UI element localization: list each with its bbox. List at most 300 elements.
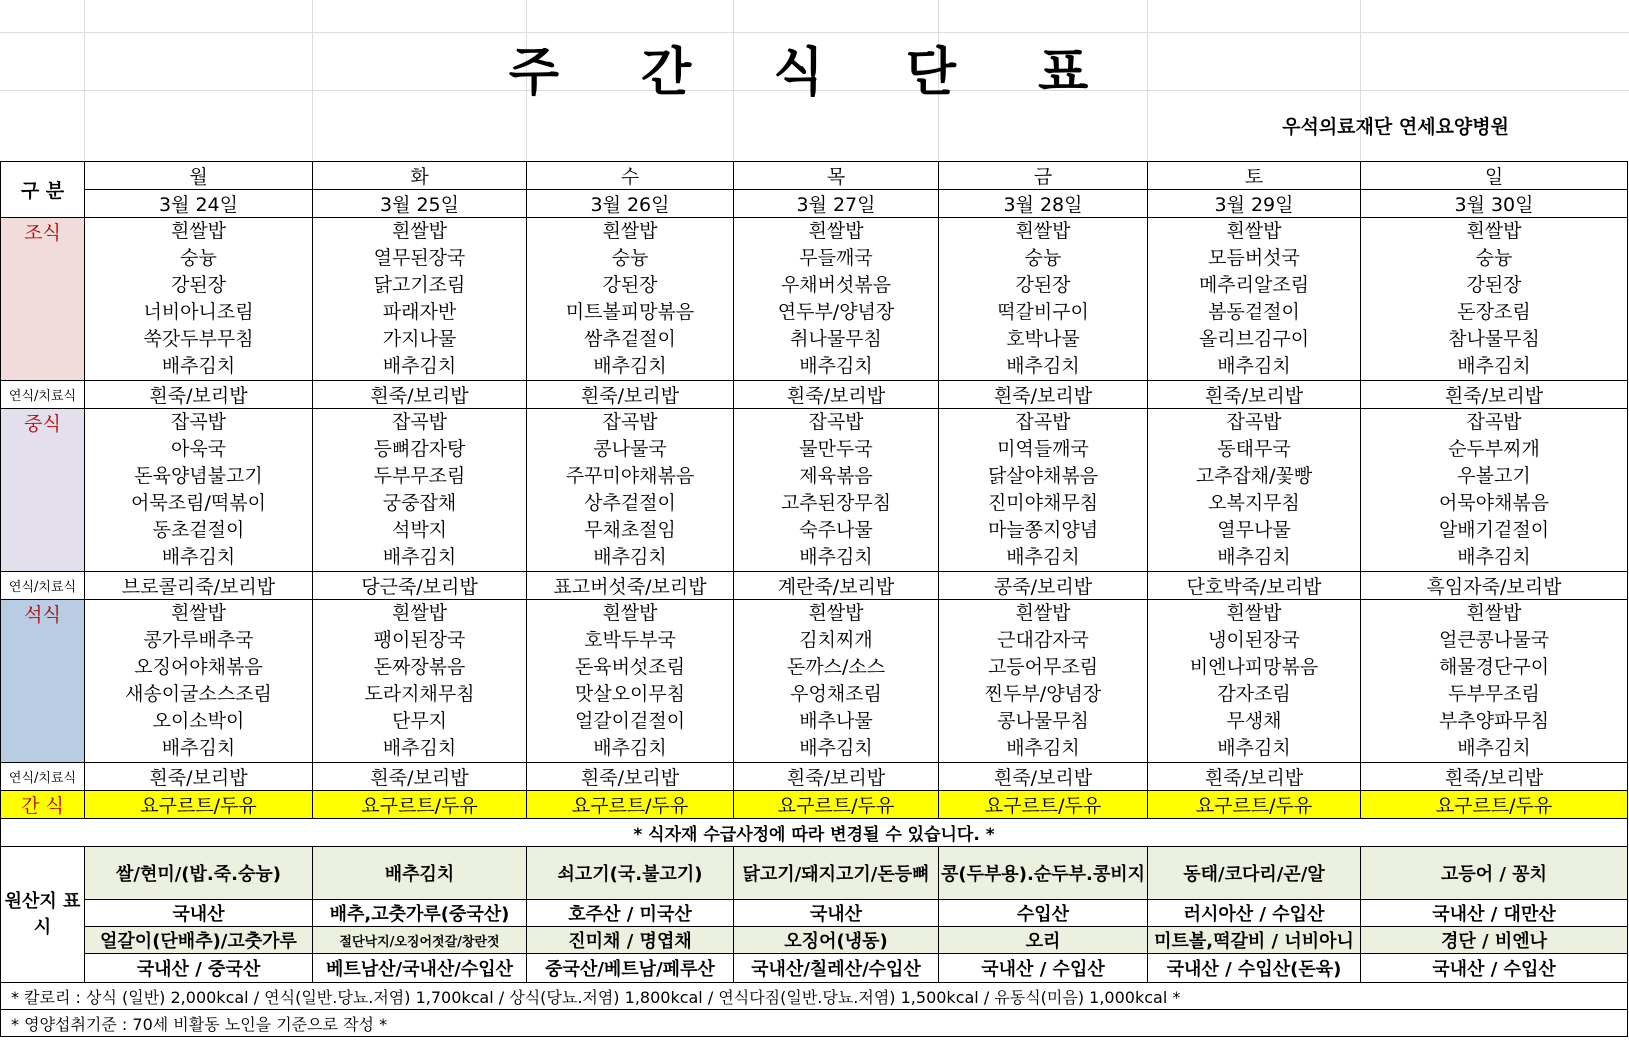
footnote-text: * 영양섭취기준 : 70세 비활동 노인을 기준으로 작성 *	[11, 1014, 388, 1034]
menu-item: 돈짜장볶음	[373, 656, 466, 678]
soft-diet-text: 흰죽/보리밥	[993, 385, 1093, 407]
date-header	[85, 190, 313, 218]
date-label: 3월 25일	[379, 194, 459, 216]
origin-item-text: 진미채 / 명엽채	[568, 931, 692, 952]
soft-diet-cell	[85, 381, 313, 409]
origin-country-text: 배추,고춧가루(중국산)	[329, 904, 510, 925]
soft-diet-text: 흰죽/보리밥	[580, 767, 680, 789]
soft-diet-label-text: 연식/치료식	[8, 580, 77, 595]
soft-diet-cell	[527, 763, 734, 791]
menu-item: 우채버섯볶음	[780, 274, 892, 296]
lunch-menu-cell	[734, 409, 939, 572]
day-header	[1361, 162, 1628, 190]
day-label: 수	[620, 166, 640, 188]
soft-diet-text: 흰죽/보리밥	[1444, 385, 1544, 407]
day-header	[939, 162, 1148, 190]
menu-item: 배추김치	[382, 355, 457, 377]
menu-item: 흰쌀밥	[170, 602, 227, 624]
soft-diet-text: 당근죽/보리밥	[361, 576, 478, 598]
menu-item: 흰쌀밥	[602, 602, 658, 624]
menu-item: 오이소박이	[152, 710, 245, 732]
menu-item: 고추된장무침	[780, 492, 892, 514]
breakfast-menu-cell	[1361, 218, 1628, 381]
date-label: 3월 29일	[1214, 194, 1294, 216]
soft-diet-text: 계란죽/보리밥	[777, 576, 895, 598]
origin-item	[1148, 847, 1361, 900]
menu-item: 봄동겉절이	[1208, 301, 1300, 323]
origin-country	[313, 900, 527, 927]
menu-item: 미역들깨국	[997, 438, 1089, 460]
origin-item-text: 쇠고기(국.불고기)	[557, 864, 703, 885]
menu-item: 쑥갓두부무침	[143, 328, 254, 350]
soft-diet-cell	[313, 572, 527, 600]
date-header	[734, 190, 939, 218]
menu-item: 근대감자국	[997, 629, 1089, 651]
origin-label	[1, 847, 85, 983]
soft-diet-label-text: 연식/치료식	[8, 771, 77, 786]
menu-item: 흰쌀밥	[1015, 220, 1071, 242]
menu-item: 오징어야채볶음	[134, 656, 263, 678]
hospital-name: 우석의료재단 연세요양병원	[1282, 116, 1509, 138]
menu-item: 냉이된장국	[1208, 629, 1300, 651]
menu-item: 어묵야채볶음	[1438, 492, 1550, 514]
menu-item: 떡갈비구이	[997, 301, 1089, 323]
menu-item: 비엔나피망볶음	[1189, 656, 1319, 678]
origin-item-text: 쌀/현미/(밥.죽.숭늉)	[116, 864, 281, 885]
menu-item: 배추김치	[1457, 737, 1531, 759]
origin-item-text: 고등어 / 꽁치	[1440, 864, 1548, 885]
menu-item: 참나물무침	[1448, 328, 1540, 350]
menu-item: 감자조림	[1217, 683, 1291, 705]
origin-country-text: 국내산	[809, 904, 863, 925]
dinner-menu-cell	[313, 600, 527, 763]
origin-item	[1148, 927, 1361, 954]
menu-item: 닭살야채볶음	[987, 465, 1099, 487]
menu-item: 취나물무침	[790, 328, 882, 350]
menu-item: 마늘쫑지양념	[987, 519, 1099, 541]
day-label: 월	[189, 166, 208, 188]
snack-text: 요구르트/두유	[777, 795, 895, 817]
menu-item: 해물경단구이	[1438, 656, 1550, 678]
date-label: 3월 27일	[796, 194, 876, 216]
date-label: 3월 24일	[158, 194, 238, 216]
day-label: 일	[1484, 166, 1504, 188]
menu-item: 열무된장국	[373, 247, 466, 269]
menu-item: 두부무조림	[1448, 683, 1540, 705]
menu-item: 잡곡밥	[170, 411, 227, 433]
menu-item: 돈까스/소스	[786, 656, 886, 678]
soft-diet-cell	[527, 381, 734, 409]
soft-diet-text: 흰죽/보리밥	[580, 385, 680, 407]
snack-text: 요구르트/두유	[1195, 795, 1313, 817]
breakfast-menu-cell	[313, 218, 527, 381]
menu-item: 아욱국	[170, 438, 227, 460]
origin-country-text: 수입산	[1016, 904, 1070, 925]
date-header	[939, 190, 1148, 218]
date-header	[1361, 190, 1628, 218]
origin-country-text: 국내산 / 중국산	[136, 959, 261, 980]
soft-diet-cell	[734, 572, 939, 600]
menu-item: 배추김치	[799, 355, 873, 377]
soft-diet-cell	[1148, 763, 1361, 791]
soft-diet-cell	[313, 763, 527, 791]
menu-item: 배추김치	[1217, 546, 1291, 568]
notice	[1, 819, 1628, 847]
menu-item: 배추김치	[1006, 355, 1080, 377]
origin-item-text: 절단낙지/오징어젓갈/창란젓	[339, 934, 500, 950]
soft-diet-cell	[1361, 572, 1628, 600]
origin-item	[1361, 927, 1628, 954]
menu-item: 흰쌀밥	[391, 602, 448, 624]
lunch-menu-cell	[527, 409, 734, 572]
menu-item: 배추김치	[1006, 546, 1080, 568]
breakfast-menu-cell	[1148, 218, 1361, 381]
menu-item: 맛살오이무침	[574, 683, 686, 705]
origin-item	[939, 927, 1148, 954]
soft-diet-text: 단호박죽/보리밥	[1186, 576, 1322, 598]
soft-diet-text: 흰죽/보리밥	[993, 767, 1093, 789]
origin-country-text: 중국산/베트남/페루산	[545, 959, 715, 980]
menu-item: 배추나물	[799, 710, 873, 732]
menu-item: 너비아니조림	[143, 301, 254, 323]
origin-country	[527, 954, 734, 983]
soft-diet-text: 흰죽/보리밥	[1204, 767, 1304, 789]
menu-item: 배추김치	[1006, 737, 1080, 759]
menu-item: 잡곡밥	[1226, 411, 1282, 433]
origin-country	[527, 900, 734, 927]
day-header	[85, 162, 313, 190]
menu-item: 진미야채무침	[987, 492, 1099, 514]
gubun-label: 구 분	[20, 180, 65, 202]
soft-diet-label	[1, 381, 85, 409]
menu-item: 올리브김구이	[1198, 328, 1310, 350]
origin-country	[734, 954, 939, 983]
origin-country	[1361, 954, 1628, 983]
menu-item: 물만두국	[799, 438, 873, 460]
origin-item	[85, 847, 313, 900]
soft-diet-text: 흰죽/보리밥	[1204, 385, 1304, 407]
dinner-menu-cell	[734, 600, 939, 763]
origin-item-text: 오리	[1025, 931, 1061, 952]
menu-item: 배추김치	[593, 355, 667, 377]
menu-item: 잡곡밥	[1015, 411, 1071, 433]
menu-item: 숭늉	[611, 247, 649, 269]
menu-item: 팽이된장국	[373, 629, 466, 651]
soft-diet-cell	[527, 572, 734, 600]
menu-item: 고추잡채/꽃빵	[1195, 465, 1313, 487]
breakfast-label	[1, 218, 85, 381]
menu-item: 동태무국	[1217, 438, 1291, 460]
menu-item: 콩가루배추국	[143, 629, 254, 651]
menu-item: 주꾸미야채볶음	[565, 465, 695, 487]
origin-item	[527, 847, 734, 900]
day-label: 토	[1244, 166, 1264, 188]
menu-item: 배추김치	[161, 546, 236, 568]
soft-diet-text: 브로콜리죽/보리밥	[121, 576, 276, 598]
origin-country-text: 베트남산/국내산/수입산	[325, 959, 514, 980]
menu-item: 배추김치	[1217, 737, 1291, 759]
date-label: 3월 26일	[590, 194, 670, 216]
soft-diet-cell	[1361, 381, 1628, 409]
gubun-header	[1, 162, 85, 218]
menu-item: 김치찌개	[799, 629, 873, 651]
menu-item: 순두부찌개	[1448, 438, 1540, 460]
snack-cell	[1148, 791, 1361, 819]
soft-diet-cell	[1148, 572, 1361, 600]
menu-item: 궁중잡채	[382, 492, 457, 514]
notice-text: * 식자재 수급사정에 따라 변경될 수 있습니다. *	[633, 825, 995, 845]
menu-item: 콩나물무침	[997, 710, 1089, 732]
soft-diet-text: 콩죽/보리밥	[993, 576, 1093, 598]
origin-item	[939, 847, 1148, 900]
menu-item: 고등어무조림	[987, 656, 1099, 678]
page-title: 주 간 식 단 표	[508, 43, 1121, 103]
snack-cell	[1361, 791, 1628, 819]
origin-item-text: 오징어(냉동)	[784, 931, 888, 952]
menu-item: 두부무조림	[373, 465, 466, 487]
menu-item: 배추김치	[382, 737, 457, 759]
soft-diet-text: 흰죽/보리밥	[786, 385, 886, 407]
breakfast-menu-cell	[939, 218, 1148, 381]
lunch-menu-cell	[1361, 409, 1628, 572]
origin-item-text: 닭고기/돼지고기/돈등뼈	[742, 864, 930, 885]
menu-item: 파래자반	[382, 301, 457, 323]
snack-text: 요구르트/두유	[571, 795, 689, 817]
menu-item: 배추김치	[382, 546, 457, 568]
origin-item	[313, 927, 527, 954]
origin-country-text: 국내산 / 대만산	[1432, 904, 1556, 925]
menu-item: 흰쌀밥	[602, 220, 658, 242]
origin-item	[1361, 847, 1628, 900]
snack-text: 요구르트/두유	[140, 795, 257, 817]
origin-item-text: 동태/코다리/곤/알	[1183, 864, 1325, 885]
soft-diet-text: 흰죽/보리밥	[370, 767, 469, 789]
origin-item-text: 경단 / 비엔나	[1440, 931, 1548, 952]
origin-item	[85, 927, 313, 954]
menu-item: 배추김치	[1217, 355, 1291, 377]
snack-text: 요구르트/두유	[984, 795, 1102, 817]
date-header	[1148, 190, 1361, 218]
menu-item: 숭늉	[1475, 247, 1513, 269]
menu-item: 도라지채무침	[364, 683, 475, 705]
menu-item: 등뼈감자탕	[373, 438, 466, 460]
snack-cell	[939, 791, 1148, 819]
menu-item: 강된장	[1466, 274, 1522, 296]
menu-item: 우볼고기	[1457, 465, 1531, 487]
menu-item: 흰쌀밥	[1226, 602, 1282, 624]
menu-item: 연두부/양념장	[777, 301, 895, 323]
day-header	[527, 162, 734, 190]
menu-item: 숭늉	[180, 247, 217, 269]
menu-item: 강된장	[170, 274, 227, 296]
breakfast-label-text: 조식	[24, 222, 61, 244]
weekly-menu-table	[0, 161, 1628, 1037]
snack-label	[1, 791, 85, 819]
origin-country	[939, 900, 1148, 927]
origin-country	[734, 900, 939, 927]
soft-diet-text: 흰죽/보리밥	[1444, 767, 1544, 789]
soft-diet-text: 흰죽/보리밥	[149, 767, 248, 789]
origin-country-text: 국내산	[172, 904, 225, 925]
breakfast-menu-cell	[734, 218, 939, 381]
soft-diet-cell	[734, 763, 939, 791]
lunch-menu-cell	[1148, 409, 1361, 572]
soft-diet-cell	[939, 572, 1148, 600]
menu-item: 닭고기조림	[373, 274, 466, 296]
menu-item: 돈육양념불고기	[134, 465, 263, 487]
menu-item: 단무지	[391, 710, 448, 732]
soft-diet-label	[1, 572, 85, 600]
day-label: 목	[826, 166, 846, 188]
menu-item: 상추겉절이	[584, 492, 676, 514]
menu-item: 흰쌀밥	[808, 602, 864, 624]
menu-item: 메추리알조림	[1198, 274, 1310, 296]
snack-cell	[734, 791, 939, 819]
origin-country-text: 국내산 / 수입산(돈육)	[1166, 959, 1342, 980]
menu-item: 흰쌀밥	[1015, 602, 1071, 624]
menu-item: 얼갈이겉절이	[574, 710, 686, 732]
menu-item: 동초겉절이	[152, 519, 245, 541]
menu-item: 잡곡밥	[808, 411, 864, 433]
footnote-text: * 칼로리 : 상식 (일반) 2,000kcal / 연식(일반.당뇨.저염) 1,700kcal / 상식(당뇨.저염) 1,800kcal / 연식다짐(일반.당뇨.저염) 1,500kcal / 유동식(미음) 1,000kcal *	[11, 987, 1181, 1007]
menu-item: 강된장	[1015, 274, 1071, 296]
origin-country	[1361, 900, 1628, 927]
footnote	[1, 1010, 1628, 1037]
dinner-label-text: 석식	[24, 604, 61, 626]
lunch-menu-cell	[313, 409, 527, 572]
origin-item-text: 얼갈이(단배추)/고춧가루	[100, 931, 297, 952]
origin-item-text: 배추김치	[384, 864, 455, 885]
lunch-label	[1, 409, 85, 572]
menu-item: 쌈추겉절이	[584, 328, 676, 350]
origin-item	[527, 927, 734, 954]
date-label: 3월 28일	[1003, 194, 1083, 216]
origin-country	[85, 900, 313, 927]
menu-item: 돈육버섯조림	[574, 656, 686, 678]
origin-country	[939, 954, 1148, 983]
soft-diet-text: 흰죽/보리밥	[149, 385, 248, 407]
origin-country	[1148, 954, 1361, 983]
menu-item: 가지나물	[382, 328, 457, 350]
menu-item: 무생채	[1226, 710, 1282, 732]
menu-item: 호박나물	[1006, 328, 1080, 350]
date-header	[313, 190, 527, 218]
day-label: 화	[410, 166, 429, 188]
menu-item: 새송이굴소스조림	[125, 683, 272, 705]
dinner-menu-cell	[527, 600, 734, 763]
dinner-menu-cell	[939, 600, 1148, 763]
origin-item-text: 미트볼,떡갈비 / 너비아니	[1154, 931, 1354, 952]
menu-item: 흰쌀밥	[1466, 602, 1522, 624]
dinner-menu-cell	[1361, 600, 1628, 763]
menu-item: 배추김치	[161, 355, 236, 377]
origin-item	[734, 847, 939, 900]
menu-item: 흰쌀밥	[1226, 220, 1282, 242]
soft-diet-text: 흰죽/보리밥	[786, 767, 886, 789]
footnote	[1, 983, 1628, 1010]
date-label: 3월 30일	[1454, 194, 1534, 216]
soft-diet-cell	[939, 381, 1148, 409]
origin-item-text: 콩(두부용).순두부.콩비지	[940, 864, 1145, 885]
origin-country-text: 호주산 / 미국산	[568, 904, 692, 925]
menu-item: 무들깨국	[799, 247, 873, 269]
origin-country	[85, 954, 313, 983]
soft-diet-text: 흰죽/보리밥	[370, 385, 469, 407]
menu-item: 흰쌀밥	[391, 220, 448, 242]
menu-item: 찐두부/양념장	[984, 683, 1102, 705]
origin-country	[313, 954, 527, 983]
menu-item: 얼큰콩나물국	[1438, 629, 1550, 651]
lunch-label-text: 중식	[24, 413, 61, 435]
soft-diet-cell	[734, 381, 939, 409]
soft-diet-text: 표고버섯죽/보리밥	[553, 576, 707, 598]
menu-item: 배추김치	[1457, 355, 1531, 377]
soft-diet-cell	[85, 763, 313, 791]
menu-item: 부추양파무침	[1438, 710, 1550, 732]
soft-diet-cell	[1361, 763, 1628, 791]
menu-item: 알배기겉절이	[1438, 519, 1550, 541]
menu-item: 오복지무침	[1208, 492, 1300, 514]
soft-diet-cell	[939, 763, 1148, 791]
menu-item: 숙주나물	[799, 519, 873, 541]
lunch-menu-cell	[939, 409, 1148, 572]
day-header	[313, 162, 527, 190]
menu-item: 열무나물	[1217, 519, 1291, 541]
origin-country-text: 국내산/칠레산/수입산	[751, 959, 921, 980]
day-header	[1148, 162, 1361, 190]
menu-item: 잡곡밥	[602, 411, 658, 433]
origin-country-text: 러시아산 / 수입산	[1183, 904, 1325, 925]
menu-item: 흰쌀밥	[808, 220, 864, 242]
dinner-menu-cell	[1148, 600, 1361, 763]
soft-diet-cell	[85, 572, 313, 600]
menu-item: 강된장	[602, 274, 658, 296]
dinner-label	[1, 600, 85, 763]
origin-country	[1148, 900, 1361, 927]
menu-item: 잡곡밥	[391, 411, 448, 433]
origin-item	[313, 847, 527, 900]
menu-item: 배추김치	[799, 546, 873, 568]
menu-item: 배추김치	[593, 737, 667, 759]
menu-item: 배추김치	[799, 737, 873, 759]
menu-item: 돈장조림	[1457, 301, 1531, 323]
menu-item: 콩나물국	[593, 438, 667, 460]
menu-item: 숭늉	[1024, 247, 1062, 269]
origin-label-text: 원산지 표시	[4, 890, 81, 938]
menu-item: 배추김치	[593, 546, 667, 568]
breakfast-menu-cell	[85, 218, 313, 381]
soft-diet-label	[1, 763, 85, 791]
menu-item: 흰쌀밥	[1466, 220, 1522, 242]
menu-item: 배추김치	[1457, 546, 1531, 568]
origin-country-text: 국내산 / 수입산	[981, 959, 1105, 980]
menu-item: 미트볼피망볶음	[565, 301, 695, 323]
snack-text: 요구르트/두유	[361, 795, 478, 817]
menu-item: 우엉채조림	[790, 683, 882, 705]
menu-item: 석박지	[391, 519, 448, 541]
dinner-menu-cell	[85, 600, 313, 763]
lunch-menu-cell	[85, 409, 313, 572]
menu-item: 제육볶음	[799, 465, 873, 487]
soft-diet-cell	[1148, 381, 1361, 409]
menu-item: 무채초절임	[584, 519, 676, 541]
snack-cell	[85, 791, 313, 819]
snack-label-text: 간 식	[21, 795, 64, 817]
day-label: 금	[1033, 166, 1053, 188]
snack-cell	[527, 791, 734, 819]
origin-item	[734, 927, 939, 954]
menu-item: 호박두부국	[584, 629, 676, 651]
